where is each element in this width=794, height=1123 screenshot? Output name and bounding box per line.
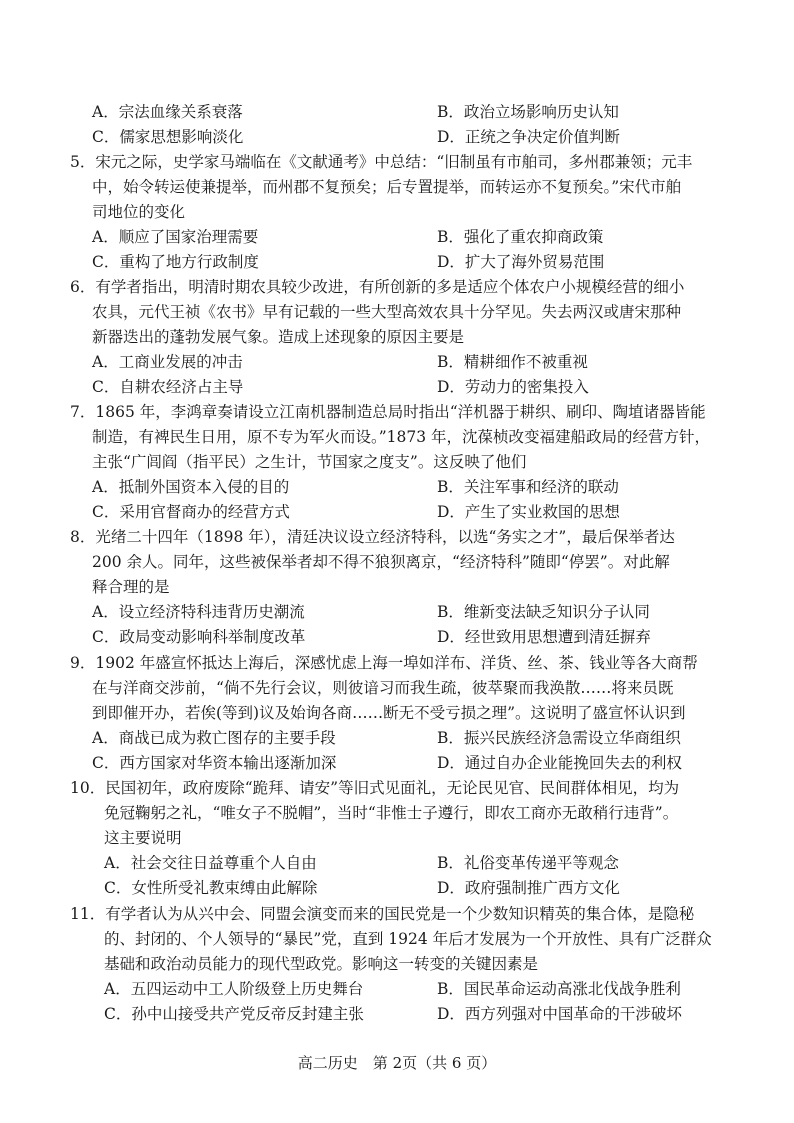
q6-option-c: C．自耕农经济占主导 <box>92 378 244 396</box>
page-footer: 高二历史 第 2页（共 6 页） <box>297 1054 497 1072</box>
q5-option-a: A．顺应了国家治理需要 <box>92 228 259 246</box>
q7-option-b: B．关注军事和经济的联动 <box>437 478 619 496</box>
q7-option-d: D．产生了实业救国的思想 <box>437 503 620 521</box>
q5-line-2: 中，始令转运使兼提举，而州郡不复预矣；后专置提举，而转运亦不复预矣。”宋代市舶 <box>92 178 682 196</box>
q7-line-3: 主张“广闾阎（指平民）之生计，节国家之度支”。这反映了他们 <box>92 453 527 471</box>
q10-option-d: D．政府强制推广西方文化 <box>437 879 620 897</box>
q11-option-b: B．国民革命运动高涨北伐战争胜利 <box>437 980 681 998</box>
q5-option-c: C．重构了地方行政制度 <box>92 253 259 271</box>
q10-line-1: 10．民国初年，政府废除“跪拜、请安”等旧式见面礼，无论民见官、民间群体相见，均为 <box>70 779 680 797</box>
q4-option-b: B．政治立场影响历史认知 <box>437 103 619 121</box>
q10-line-3: 这主要说明 <box>104 829 182 847</box>
q11-option-d: D．西方列强对中国革命的干涉破坏 <box>437 1005 682 1023</box>
q9-option-a: A．商战已成为救亡图存的主要手段 <box>92 729 336 747</box>
q11-line-3: 基础和政治动员能力的现代型政党。影响这一转变的关键因素是 <box>104 955 539 973</box>
q10-line-2: 免冠鞠躬之礼，“唯女子不脱帽”，当时“非惟士子遵行，即农工商亦无敢稍行违背”。 <box>104 804 679 822</box>
q7-line-1: 7．1865 年，李鸿章奏请设立江南机器制造总局时指出“洋机器于耕织、刷印、陶埴诸器皆能 <box>70 403 706 421</box>
q9-line-2: 在与洋商交涉前，“倘不先行会议，则彼谙习而我生疏，彼萃聚而我涣散……将来员既 <box>92 679 674 697</box>
q5-line-1: 5．宋元之际，史学家马端临在《文献通考》中总结：“旧制虽有市舶司，多州郡兼领；元丰 <box>70 153 693 171</box>
q9-line-1: 9．1902 年盛宣怀抵达上海后，深感忧虑上海一埠如洋布、洋货、丝、茶、钱业等各大商帮 <box>70 654 698 672</box>
q6-line-2: 农具，元代王祯《农书》早有记载的一些大型高效农具十分罕见。失去两汉或唐宋那种 <box>92 303 682 321</box>
q9-option-b: B．振兴民族经济急需设立华商组织 <box>437 729 681 747</box>
q7-option-c: C．采用官督商办的经营方式 <box>92 503 290 521</box>
q10-option-b: B．礼俗变革传递平等观念 <box>437 854 619 872</box>
q5-option-d: D．扩大了海外贸易范围 <box>437 253 605 271</box>
q8-line-3: 释合理的是 <box>92 578 170 596</box>
q11-line-2: 的、封闭的、个人领导的“暴民”党，直到 1924 年后才发展为一个开放性、具有广泛群众 <box>104 930 712 948</box>
q11-option-a: A．五四运动中工人阶级登上历史舞台 <box>104 980 364 998</box>
q8-option-d: D．经世致用思想遭到清廷摒弃 <box>437 628 651 646</box>
q8-line-1: 8．光绪二十四年（1898 年），清廷决议设立经济特科，以选“务实之才”，最后保举者达 <box>70 528 675 546</box>
q10-option-c: C．女性所受礼教束缚由此解除 <box>104 879 318 897</box>
q6-line-3: 新器迭出的蓬勃发展气象。造成上述现象的原因主要是 <box>92 328 465 346</box>
q8-option-c: C．政局变动影响科举制度改革 <box>92 628 306 646</box>
q4-option-a: A．宗法血缘关系衰落 <box>92 103 243 121</box>
q8-option-b: B．维新变法缺乏知识分子认同 <box>437 603 650 621</box>
q9-option-d: D．通过自办企业能挽回失去的利权 <box>437 754 682 772</box>
q7-option-a: A．抵制外国资本入侵的目的 <box>92 478 290 496</box>
q9-option-c: C．西方国家对华资本输出逐渐加深 <box>92 754 337 772</box>
q11-line-1: 11．有学者认为从兴中会、同盟会演变而来的国民党是一个少数知识精英的集合体，是隐秘 <box>70 905 695 923</box>
q6-option-b: B．精耕细作不被重视 <box>437 353 588 371</box>
q4-option-c: C．儒家思想影响淡化 <box>92 128 244 146</box>
q6-line-1: 6．有学者指出，明清时期农具较少改进，有所创新的多是适应个体农户小规模经营的细小 <box>70 278 685 296</box>
q5-option-b: B．强化了重农抑商政策 <box>437 228 604 246</box>
q9-line-3: 到即催开办，若俟(等到)议及始询各商……断无不受亏损之理”。这说明了盛宣怀认识到 <box>92 704 686 722</box>
q4-option-d: D．正统之争决定价值判断 <box>437 128 620 146</box>
q11-option-c: C．孙中山接受共产党反帝反封建主张 <box>104 1005 364 1023</box>
q6-option-d: D．劳动力的密集投入 <box>437 378 589 396</box>
q8-line-2: 200 余人。同年，这些被保举者却不得不狼狈离京，“经济特科”随即“停罢”。对此解 <box>92 553 670 571</box>
q10-option-a: A．社会交往日益尊重个人自由 <box>104 854 317 872</box>
q7-line-2: 制造，有裨民生日用，原不专为军火而设。”1873 年，沈葆桢改变福建船政局的经营方针， <box>92 428 711 446</box>
q8-option-a: A．设立经济特科违背历史潮流 <box>92 603 305 621</box>
q5-line-3: 司地位的变化 <box>92 203 186 221</box>
q6-option-a: A．工商业发展的冲击 <box>92 353 243 371</box>
